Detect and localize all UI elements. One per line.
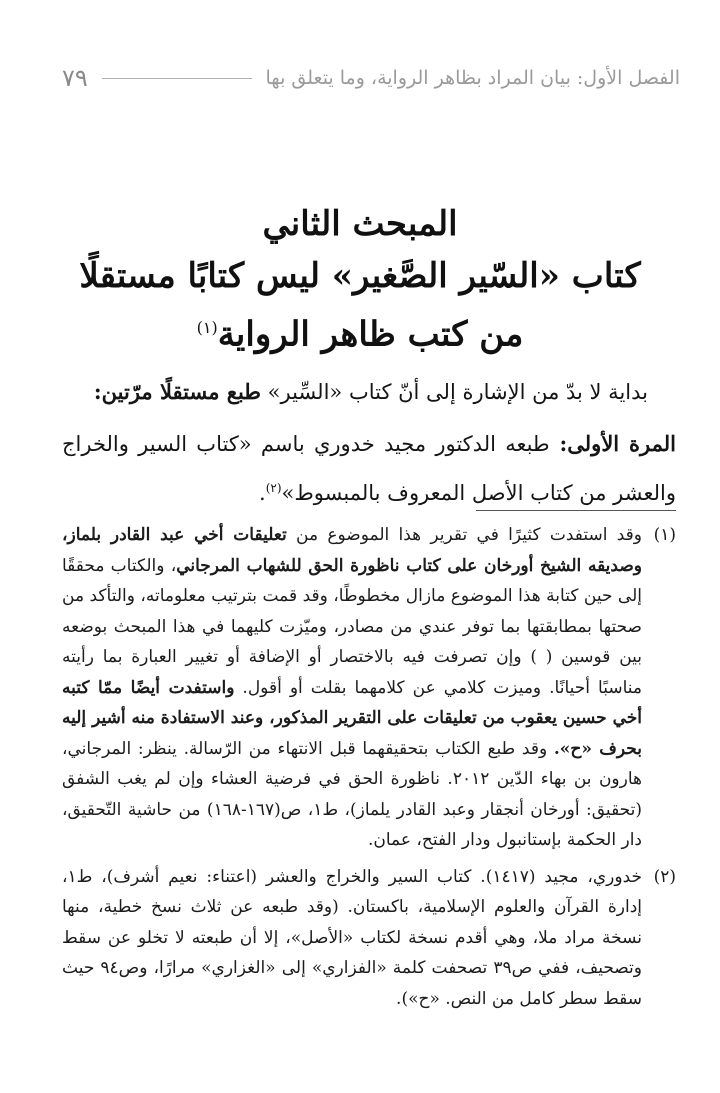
page-number: ٧٩ [62,64,88,92]
footnote-number: (١) [653,525,676,545]
footnote-rule [476,510,676,511]
running-header [62,58,680,98]
body-text [62,370,676,515]
heading-line-2: كتاب «السّير الصَّغير» ليس كتابًا مستقلًا [79,256,641,296]
heading-line-1: المبحث الثاني [262,204,458,244]
intro-emphasis: طبع مستقلًا مرّتين: [93,379,261,404]
footnote-text: خدوري، مجيد (١٤١٧). كتاب السير والخراج والعشر (اعتناء: نعيم أشرف)، ط١، إدارة القرآن والعلوم الإسلامية، باكستان. (وقد طبعه عن ثلاث نسخ خطية، منها نسخة مراد ملا، وهي أقدم نسخة لكتاب «الأصل»، إلا أن طبعته لا تخلو عن سقط وتصحيف، ففي ص٣٩ تصحفت كلمة «الفزاري» إلى «الغزاري» مرارًا، وص٩٤ حيث سقط سطر كامل من النص. «ح»). [62,866,643,1009]
heading-line-3-text: من كتب ظاهر الرواية [217,314,524,355]
footnote-text: وقد استفدت كثيرًا في تقرير هذا الموضوع من تعليقات أخي عبد القادر بلماز، وصديقه الشيخ أورخان على كتاب ناظورة الحق للشهاب المرجاني، والكتاب محققًا إلى حين كتابة هذا الموضوع مازال مخطوطًا، وقد قمت بترتيب معلوماته، والتأكد من صحتها بمطابقتها بما توفر عندي من مصادر، وميّزت كليهما في هذا المبحث بوضعه بين قوسين ( ) وإن تصرفت فيه بالاختصار أو الإضافة أو تغيير العبارة بما رأيته مناسبًا أحيانًا. وميزت كلامي عن كلامهما بقلت أو أقول. واستفدت أيضًا ممّا كتبه أخي حسين يعقوب من تعليقات على التقرير المذكور، وعند الاستفادة منه أشير إليه بحرف «ح». وقد طبع الكتاب بتحقيقهما قبل الانتهاء من الرّسالة. ينظر: المرجاني، هارون بن بهاء الدّين ٢٠١٢. ناظورة الحق في فرضية العشاء وإن لم يغب الشفق (تحقيق: أورخان أنجقار وعبد القادر يلماز)، ط١، ص(١٦٧-١٦٨) من حاشية التّحقيق، دار الحكمة بإستانبول ودار الفتح، عمان. [62,525,643,850]
paragraph-first-print [62,422,676,515]
heading-line-3 [60,302,660,360]
first-print-end: . [259,481,266,505]
header-rule [102,78,252,79]
footnote-number: (٢) [653,866,676,887]
footnote-1 [62,520,676,856]
footnote-2 [62,862,676,1015]
section-heading [60,198,660,360]
paragraph-intro [62,370,648,414]
first-print-text: طبعه الدكتور مجيد خدوري باسم «كتاب السير والخراج والعشر من كتاب الأصل المعروف بالمبسوط» [62,432,676,505]
running-title: الفصل الأول: بيان المراد بظاهر الرواية، وما يتعلق بها [265,67,680,89]
footnotes [62,520,676,1014]
intro-text: بداية لا بدّ من الإشارة إلى أنّ كتاب «السِّير» [261,380,648,404]
first-print-label: المرة الأولى: [549,431,676,456]
footnote-ref-2[interactable]: (٢) [265,481,282,495]
footnote-ref-1[interactable]: (١) [196,318,218,337]
